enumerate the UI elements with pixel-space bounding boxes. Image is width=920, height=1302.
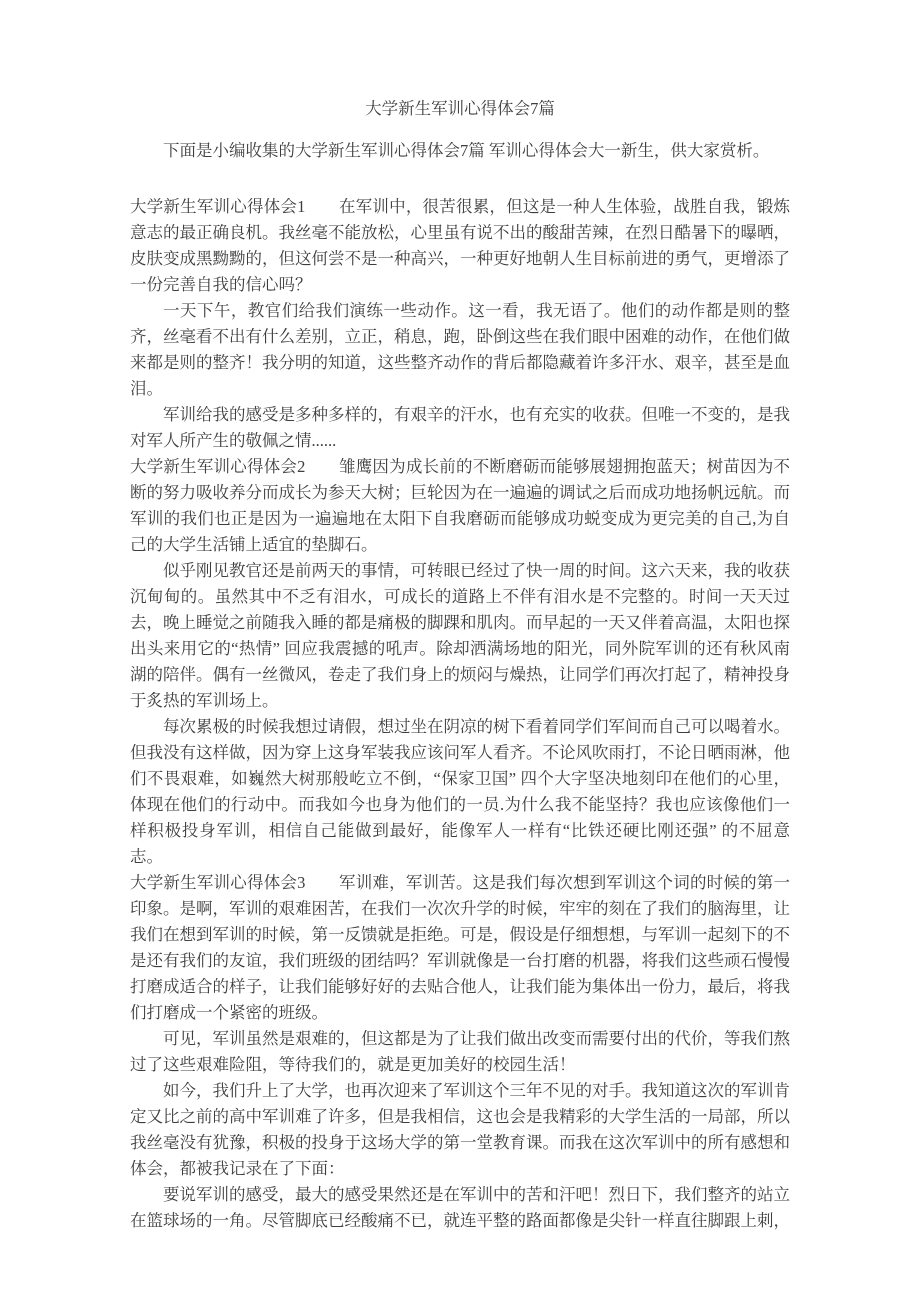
section-3-opening-paragraph: 大学新生军训心得体会3 军训难，军训苦。这是我们每次想到军训这个词的时候的第一印象。是啊，军训的艰难困苦，在我们一次次升学的时候，牢牢的刻在了我们的脑海里，让我们在想到军训的时候，第一反馈就是拒绝。可是，假设是仔细想想，与军训一起刻下的不是还有我们的友谊，我们班级的团结吗？军训就像是一台打磨的机器，将我们这些顽石慢慢打磨成适合的样子，让我们能够好好的去贴合他人，让我们能为集体出一份力，最后，将我们打磨成一个紧密的班级。: [130, 873, 790, 1022]
section-2-paragraph-3: 每次累极的时候我想过请假，想过坐在阴凉的树下看着同学们军间而自己可以喝着水。但我没有这样做，因为穿上这身军装我应该问军人看齐。不论风吹雨打，不论日晒雨淋，他们不畏艰难，如巍然大树那般屹立不倒，“保家卫国” 四个大字坚决地刻印在他们的心里，体现在他们的行动中。而我如今也身为他们的一员.为什么我不能坚持？我也应该像他们一样积极投身军训，相信自己能做到最好，能像军人一样有“比铁还硬比刚还强” 的不屈意志。: [130, 717, 790, 866]
section-1-paragraph-2: 一天下午，教官们给我们演练一些动作。这一看，我无语了。他们的动作都是则的整齐，丝毫看不出有什么差别，立正，稍息，跑，卧倒这些在我们眼中困难的动作，在他们做来都是则的整齐！我分明的知道，这些整齐动作的背后都隐藏着许多汗水、艰辛，甚至是血泪。: [130, 301, 790, 398]
section-3-paragraph-2: 可见，军训虽然是艰难的，但这都是为了让我们做出改变而需要付出的代价，等我们熬过了这些艰难险阻，等待我们的，就是更加美好的校园生活！: [130, 1029, 790, 1074]
document-title: 大学新生军训心得体会7篇: [365, 99, 555, 118]
section-2-paragraph-2: 似乎刚见教官还是前两天的事情，可转眼已经过了快一周的时间。这六天来，我的收获沉甸甸的。虽然其中不乏有泪水，可成长的道路上不伴有泪水是不完整的。时间一天天过去，晚上睡觉之前随我入睡的都是痛极的脚踝和肌肉。而早起的一天又伴着高温，太阳也探出头来用它的“热情” 回应我震撼的吼声。除却洒满场地的阳光，同外院军训的还有秋风南湖的陪伴。偶有一丝微风，卷走了我们身上的烦闷与燥热，让同学们再次打起了，精神投身于炙热的军训场上。: [130, 561, 790, 710]
section-1-opening-paragraph: 大学新生军训心得体会1 在军训中，很苦很累，但这是一种人生体验，战胜自我，锻炼意志的最正确良机。我丝毫不能放松，心里虽有说不出的酸甜苦辣，在烈日酷暑下的曝晒，皮肤变成黑黝黝的，但这何尝不是一种高兴，一种更好地朝人生目标前进的勇气，更增添了一份完善自我的信心吗？: [130, 197, 790, 294]
section-3-paragraph-3: 如今，我们升上了大学，也再次迎来了军训这个三年不见的对手。我知道这次的军训肯定又比之前的高中军训难了许多，但是我相信，这也会是我精彩的大学生活的一局部，所以我丝毫没有犹豫，积极的投身于这场大学的第一堂教育课。而我在这次军训中的所有感想和体会，都被我记录在了下面：: [130, 1081, 790, 1178]
section-1-paragraph-3: 军训给我的感受是多种多样的，有艰辛的汗水，也有充实的收获。但唯一不变的，是我对军人所产生的敬佩之情......: [130, 405, 790, 450]
section-3-paragraph-4: 要说军训的感受，最大的感受果然还是在军训中的苦和汗吧！烈日下，我们整齐的站立在篮球场的一角。尽管脚底已经酸痛不已，就连平整的路面都像是尖针一样直往脚跟上刺，: [130, 1185, 790, 1230]
intro-paragraph: 下面是小编收集的大学新生军训心得体会7篇 军训心得体会大一新生，供大家赏析。: [163, 141, 770, 160]
section-2-opening-paragraph: 大学新生军训心得体会2 雏鹰因为成长前的不断磨砺而能够展翅拥抱蓝天；树苗因为不断的努力吸收养分而成长为参天大树；巨轮因为在一遍遍的调试之后而成功地扬帆远航。而军训的我们也正是因为一遍遍地在太阳下自我磨砺而能够成功蜕变成为更完美的自己,为自己的大学生活铺上适宜的垫脚石。: [130, 457, 790, 554]
